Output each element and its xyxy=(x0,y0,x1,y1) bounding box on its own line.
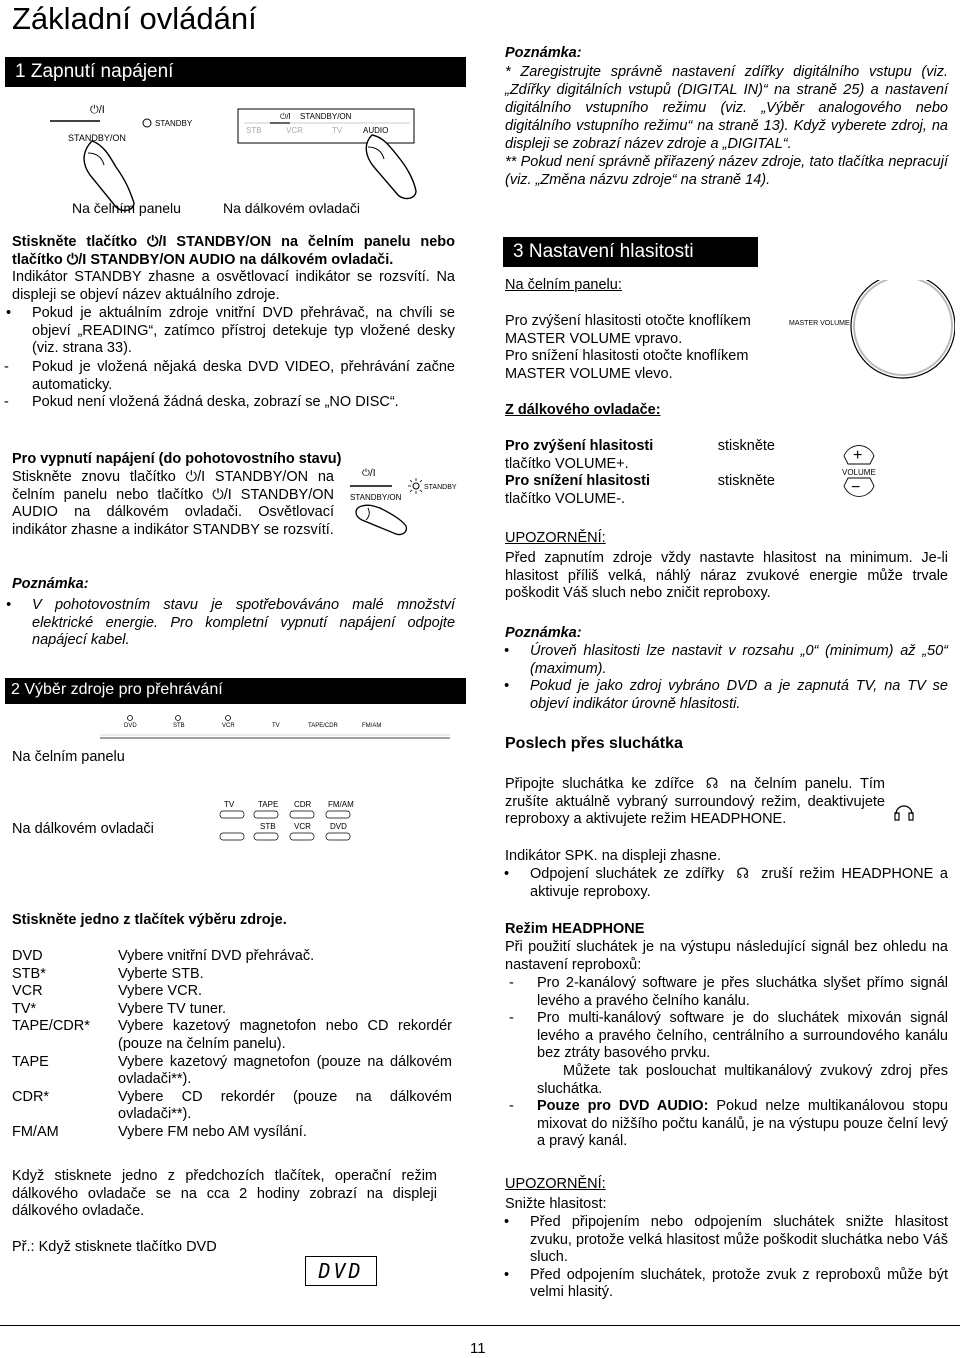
s1-bullet: • Pokud je aktuálním zdroje vnitřní DVD přehrávač, na chvíli se objeví „READING“, zatímco přístroj detekuje typ vložené desky (viz. strana 33). xyxy=(0,305,455,358)
finger-remote-icon xyxy=(366,135,416,198)
source-row: TAPE/CDR* Vybere kazetový magnetofon nebo CD rekordér (pouze na čelním panelu). xyxy=(12,1018,452,1052)
note2-list xyxy=(498,643,948,713)
front-btn-stb xyxy=(173,716,185,730)
hp-dash-item: - Pouze pro DVD AUDIO: Pokud nelze multikanálovou stopu mixovat do nižšího počtu kanálů, je na výstupu pouze čelní levý a pravý kanál. xyxy=(509,1098,948,1150)
source-row: TV* Vybere TV tuner. xyxy=(12,1000,227,1017)
source-row: DVD Vybere vnitřní DVD přehrávač. xyxy=(12,948,315,964)
remote-standby-on-label: STANDBY/ON xyxy=(300,112,352,121)
remote-btn-vcr: VCR xyxy=(294,822,311,831)
master-volume-knob xyxy=(785,280,955,380)
remote-btn-stb: STB xyxy=(246,126,262,135)
s1-note-label: Poznámka: xyxy=(12,576,89,592)
remote-label: Z dálkového ovladače: xyxy=(505,402,661,418)
section-1-heading: 1 Zapnutí napájení xyxy=(5,57,466,87)
caption-remote: Na dálkovém ovladači xyxy=(223,200,360,216)
remote-source-buttons xyxy=(210,795,370,855)
page-title: Základní ovládání xyxy=(12,1,257,36)
s2-after: Když stisknete jedno z předchozích tlačítek, operační režim dálkového ovladače se na cca 2 hodiny zobrazí na displeji dálkového ovladače. xyxy=(12,1168,437,1220)
front-btn-tapecdr xyxy=(308,723,339,729)
s1-bullet-list xyxy=(0,305,455,358)
remote-btn-tv: TV xyxy=(224,800,235,809)
warn2-item: • Před odpojením sluchátek, protože zvuk z reproboxů může být velmi hlasitý. xyxy=(498,1267,948,1302)
svg-text:DVD: DVD xyxy=(124,723,137,729)
hp-bullet: • Odpojení sluchátek ze zdířky ☊ zruší režim HEADPHONE a aktivuje reproboxy. xyxy=(498,866,948,901)
svg-text:−: − xyxy=(851,479,861,496)
power-symbol: ⏻/I xyxy=(90,104,105,116)
svg-text:TAPE/CDR: TAPE/CDR xyxy=(308,723,338,729)
hp-heading: Poslech přes sluchátka xyxy=(505,735,683,752)
right-note-label: Poznámka: xyxy=(505,45,582,61)
svg-text:+: + xyxy=(853,447,863,464)
svg-text:FM/AM: FM/AM xyxy=(362,723,382,729)
source-list xyxy=(12,948,452,1142)
source-row: STB* Vyberte STB. xyxy=(12,965,204,982)
s1-note-item: • V pohotovostním stavu je spotřebováváno malé množství elektrické energie. Pro kompletní vypnutí napájení odpojte napájecí kabel. xyxy=(0,597,455,650)
remote-btn-tv: TV xyxy=(332,126,343,135)
warn2-sub: Snižte hlasitost: xyxy=(505,1196,607,1212)
svg-text:TV: TV xyxy=(272,723,280,729)
power-illustration xyxy=(30,95,450,225)
headphone-icon xyxy=(893,800,915,822)
vol-up-remote-bold: Pro zvýšení hlasitosti xyxy=(505,438,654,454)
hp-mode-text: Při použití sluchátek je na výstupu následující signál bez ohledu na nastavení reproboxů: xyxy=(505,939,948,973)
remote-power-symbol: ⏻/I xyxy=(280,112,291,121)
front-panel-label: Na čelním panelu: xyxy=(505,277,622,293)
front-standby-label: STANDBY xyxy=(155,119,193,128)
vol-down-remote-bold: Pro snížení hlasitosti xyxy=(505,473,651,490)
s2-front-label: Na čelním panelu xyxy=(12,749,125,765)
hp-spk: Indikátor SPK. na displeji zhasne. xyxy=(505,848,722,864)
standby-led-icon xyxy=(143,119,151,127)
s1-intro-text: Indikátor STANDBY zhasne a osvětlovací indikátor se rozsvítí. Na displeji se objeví název aktuálního zdroje. xyxy=(12,269,455,303)
source-row: TAPE Vybere kazetový magnetofon (pouze na dálkovém ovladači**). xyxy=(12,1053,452,1088)
remote-btn-tape: TAPE xyxy=(258,800,279,809)
note2-label: Poznámka: xyxy=(505,625,582,641)
standby-text: Stiskněte znovu tlačítko ⏻/I STANDBY/ON na čelním panelu nebo tlačítko ⏻/I STANDBY/ON AUDIO na dálkovém ovladači. Osvětlovací indikátor zhasne a indikátor STANDBY se rozsvítí. xyxy=(12,469,334,538)
remote-display: DVD xyxy=(305,1256,377,1286)
hp-bullet-list xyxy=(498,866,948,901)
right-note-para-2: ** Pokud není správně přiřazený název zdroje, tato tlačítka nepracují (viz. „Změna názvu zdroje“ na straně 14). xyxy=(505,154,948,188)
vol-front-text xyxy=(505,313,785,383)
s1-intro xyxy=(12,234,455,304)
note2-item: • Úroveň hlasitosti lze nastavit v rozsahu „0“ (minimum) až „50“ (maximum). xyxy=(498,643,948,678)
section-3-heading: 3 Nastavení hlasitosti xyxy=(503,237,758,267)
vol-up-front: Pro zvýšení hlasitosti otočte knoflíkem MASTER VOLUME vpravo. xyxy=(505,313,751,347)
right-note-para-1: * Zaregistrujte správně nastavení zdířky digitálního vstupu (viz. „Zdířky digitálních vstupů (DIGITAL IN)“ na straně 25) a nastavení digitálního vstupního režimu (viz. „Výběr analogového nebo digitálního vstupního režimu“ na straně 13). Když vyberete zdroj, na displeji se zobrazí název zdroje a „DIGITAL“. xyxy=(505,64,948,152)
hp-text: Připojte sluchátka ke zdířce ☊ na čelním panelu. Tím zrušíte aktuálně vybraný surroundový režim, deaktivujete reproboxy a aktivujete režim HEADPHONE. xyxy=(505,776,886,828)
headphone-jack-icon: ☊ xyxy=(705,776,719,792)
source-row: VCR Vybere VCR. xyxy=(12,983,203,1000)
caption-front: Na čelním panelu xyxy=(72,200,181,216)
warn2-label: UPOZORNĚNÍ: xyxy=(505,1176,606,1192)
svg-text:VCR: VCR xyxy=(222,723,235,729)
warn-label: UPOZORNĚNÍ: xyxy=(505,530,606,546)
note2-item: • Pokud je jako zdroj vybráno DVD a je zapnutá TV, na TV se objeví indikátor úrovně hlasitosti. xyxy=(498,678,948,713)
front-btn-fmam xyxy=(362,723,381,729)
remote-btn-cdr: CDR xyxy=(294,800,312,809)
volume-label: VOLUME xyxy=(842,468,876,477)
front-btn-tv xyxy=(272,723,280,729)
section-2-heading: 2 Výběr zdroje pro přehrávání xyxy=(5,678,466,704)
s1-intro-bold: Stiskněte tlačítko ⏻/I STANDBY/ON na čelním panelu nebo tlačítko ⏻/I STANDBY/ON AUDIO na dálkovém ovladači. xyxy=(12,234,455,268)
footer-divider xyxy=(0,1325,960,1326)
remote-btn-fmam: FM/AM xyxy=(328,800,354,809)
vol-remote-text: Pro zvýšení hlasitosti stiskněte tlačítko VOLUME+. Pro snížení hlasitosti stiskněte tlačítko VOLUME-. xyxy=(505,438,775,507)
hp-dash-list xyxy=(505,975,948,1151)
fig2-finger-icon xyxy=(356,505,406,534)
s1-note-list xyxy=(0,597,455,650)
remote-btn-vcr: VCR xyxy=(286,126,303,135)
s2-press: Stiskněte jedno z tlačítek výběru zdroje. xyxy=(12,912,287,928)
s1-dash-item-1: - Pokud je vložená nějaká deska DVD VIDEO, přehrávání začne automaticky. xyxy=(4,359,455,393)
fig2-standby-on: STANDBY/ON xyxy=(350,493,402,502)
svg-text:STB: STB xyxy=(173,723,185,729)
standby-illustration xyxy=(340,462,460,542)
remote-btn-dvd: DVD xyxy=(330,822,347,831)
front-btn-vcr xyxy=(222,716,235,730)
front-btn-dvd xyxy=(124,716,137,730)
s2-remote-label: Na dálkovém ovladači xyxy=(12,821,154,837)
source-row: CDR* Vybere CD rekordér (pouze na dálkovém ovladači**). xyxy=(12,1088,452,1123)
fig2-standby-led-icon xyxy=(413,483,419,489)
fig2-power-symbol: ⏻/I xyxy=(362,468,376,479)
warn2-list xyxy=(498,1214,948,1302)
front-source-buttons xyxy=(100,712,460,748)
fig2-standby: STANDBY xyxy=(424,484,457,491)
standby-heading: Pro vypnutí napájení (do pohotovostního stavu) xyxy=(12,451,342,467)
remote-volume-buttons xyxy=(830,438,890,502)
s1-dash-list xyxy=(0,359,455,412)
hp-mode-heading: Režim HEADPHONE xyxy=(505,921,645,937)
front-standby-on-label: STANDBY/ON xyxy=(68,133,126,143)
s1-dash-item-2: - Pokud není vložená žádná deska, zobrazí se „NO DISC“. xyxy=(4,394,399,411)
remote-btn-audio: AUDIO xyxy=(363,126,389,135)
vol-down-front: Pro snížení hlasitosti otočte knoflíkem MASTER VOLUME vlevo. xyxy=(505,348,749,382)
hp-dash-item: - Pro 2-kanálový software je přes sluchátka slyšet přímo signál levého a pravého čelního kanálu. xyxy=(509,975,948,1009)
page-number: 11 xyxy=(470,1340,486,1357)
source-row: FM/AM Vybere FM nebo AM vysílání. xyxy=(12,1123,307,1140)
remote-btn-stb: STB xyxy=(260,822,276,831)
warn-text: Před zapnutím zdroje vždy nastavte hlasitost na minimum. Je-li hlasitost příliš velká, náhlý náraz zvukové energie může trvale poškodit Váš sluch nebo zničit reproboxy. xyxy=(505,550,948,602)
knob-label: MASTER VOLUME xyxy=(789,320,850,327)
s2-example: Př.: Když stisknete tlačítko DVD xyxy=(12,1239,217,1255)
headphone-jack-icon-2: ☊ xyxy=(736,866,750,882)
warn2-item: • Před připojením nebo odpojením sluchátek snižte hlasitost zvuku, protože velká hlasitost může poškodit sluchátka nebo Váš sluch. xyxy=(498,1214,948,1267)
hp-dash-item: - Pro multi-kanálový software je do sluchátek mixován signál levého a pravého čelního, centrálního a surroundového kanálu bez ztráty basového prvku. Můžete tak poslouchat multikanálový zvukový zdroj přes sluchátka. xyxy=(509,1010,948,1097)
right-note-text xyxy=(505,63,948,189)
